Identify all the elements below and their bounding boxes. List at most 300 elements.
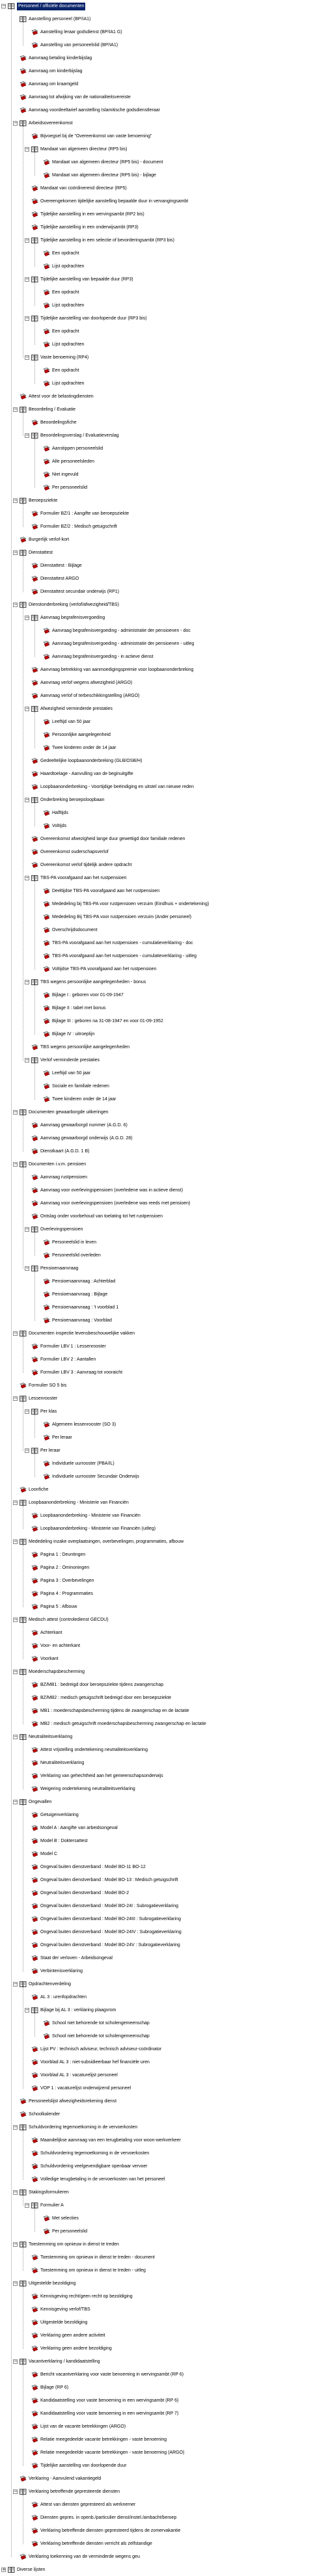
tree-document-item[interactable] bbox=[0, 1304, 324, 1312]
tree-document-item[interactable] bbox=[0, 2410, 324, 2418]
tree-folder-item[interactable] bbox=[0, 614, 324, 622]
tree-document-item[interactable] bbox=[0, 2423, 324, 2431]
tree-item-label: Afwezigheid verminderde prestaties bbox=[40, 707, 113, 711]
collapse-toggle-icon[interactable]: − bbox=[25, 615, 29, 620]
tree-item-label: Overlevingspensioen bbox=[40, 1227, 83, 1232]
tree-folder-item[interactable] bbox=[0, 276, 324, 284]
tree-document-item[interactable] bbox=[0, 992, 324, 999]
book-folder-icon bbox=[20, 16, 27, 22]
tree-folder-item[interactable] bbox=[0, 16, 324, 23]
tree-document-item[interactable] bbox=[0, 953, 324, 960]
document-icon bbox=[43, 459, 50, 465]
tree-item-label: Een opdracht bbox=[52, 290, 79, 295]
document-icon bbox=[43, 927, 50, 933]
tree-document-item[interactable] bbox=[0, 1096, 324, 1104]
tree-folder-item[interactable] bbox=[0, 1161, 324, 1169]
tree-folder-item[interactable] bbox=[0, 1981, 324, 1988]
tree-document-item[interactable] bbox=[0, 1512, 324, 1520]
tree-document-item[interactable] bbox=[0, 2059, 324, 2067]
tree-folder-item[interactable] bbox=[0, 796, 324, 804]
collapse-toggle-icon[interactable]: − bbox=[25, 875, 29, 880]
document-icon bbox=[31, 2528, 38, 2534]
document-icon bbox=[31, 1747, 38, 1753]
tree-document-item[interactable] bbox=[0, 81, 324, 88]
collapse-toggle-icon[interactable]: − bbox=[14, 550, 18, 555]
tree-document-item[interactable] bbox=[0, 1551, 324, 1559]
tree-folder-item[interactable] bbox=[0, 1798, 324, 1806]
tree-document-item[interactable] bbox=[0, 29, 324, 36]
tree-document-item[interactable] bbox=[0, 393, 324, 401]
tree-folder-item[interactable] bbox=[0, 2124, 324, 2132]
tree-folder-item[interactable] bbox=[0, 1408, 324, 1416]
tree-document-item[interactable] bbox=[0, 627, 324, 635]
tree-folder-item[interactable] bbox=[0, 2358, 324, 2366]
document-icon bbox=[31, 211, 38, 217]
collapse-toggle-icon[interactable]: − bbox=[14, 2359, 18, 2364]
tree-document-item[interactable] bbox=[0, 1135, 324, 1143]
tree-document-item[interactable] bbox=[0, 653, 324, 661]
tree-document-item[interactable] bbox=[0, 1759, 324, 1767]
collapse-toggle-icon[interactable]: − bbox=[25, 146, 29, 152]
tree-document-item[interactable] bbox=[0, 2098, 324, 2106]
collapse-toggle-icon[interactable]: − bbox=[25, 979, 29, 984]
collapse-toggle-icon[interactable]: − bbox=[14, 2242, 18, 2247]
document-icon bbox=[31, 836, 38, 842]
tree-document-item[interactable] bbox=[0, 302, 324, 310]
collapse-toggle-icon[interactable]: − bbox=[14, 2489, 18, 2494]
tree-document-item[interactable] bbox=[0, 198, 324, 206]
collapse-toggle-icon[interactable]: − bbox=[25, 1057, 29, 1063]
tree-document-item[interactable] bbox=[0, 510, 324, 518]
tree-item-label: Aanvraag begrafenisvergoeding bbox=[40, 616, 105, 620]
tree-document-item[interactable] bbox=[0, 848, 324, 856]
tree-folder-item[interactable] bbox=[0, 1395, 324, 1403]
tree-document-item[interactable] bbox=[0, 1785, 324, 1793]
collapse-toggle-icon[interactable]: − bbox=[14, 2281, 18, 2286]
tree-folder-item[interactable] bbox=[0, 2566, 324, 2574]
document-icon bbox=[43, 654, 50, 660]
document-icon bbox=[31, 2307, 38, 2312]
tree-document-item[interactable] bbox=[0, 1577, 324, 1585]
tree-folder-item[interactable] bbox=[0, 2488, 324, 2496]
tree-document-item[interactable] bbox=[0, 2020, 324, 2027]
tree-document-item[interactable] bbox=[0, 1851, 324, 1858]
tree-folder-item[interactable] bbox=[0, 1733, 324, 1741]
tree-document-item[interactable] bbox=[0, 1811, 324, 1819]
tree-document-item[interactable] bbox=[0, 2462, 324, 2470]
collapse-toggle-icon[interactable]: − bbox=[25, 316, 29, 321]
document-icon bbox=[31, 198, 38, 204]
document-icon bbox=[43, 823, 50, 829]
tree-folder-item[interactable] bbox=[0, 1109, 324, 1117]
tree-folder-item[interactable] bbox=[0, 1616, 324, 1624]
document-icon bbox=[31, 563, 38, 569]
tree-folder-item[interactable] bbox=[0, 2007, 324, 2014]
tree-document-item[interactable] bbox=[0, 1916, 324, 1923]
tree-document-item[interactable] bbox=[0, 822, 324, 830]
tree-document-item[interactable] bbox=[0, 1486, 324, 1494]
tree-document-item[interactable] bbox=[0, 1252, 324, 1260]
collapse-toggle-icon[interactable]: − bbox=[14, 1331, 18, 1336]
tree-document-item[interactable] bbox=[0, 367, 324, 375]
document-icon bbox=[43, 953, 50, 959]
tree-folder-item[interactable] bbox=[0, 354, 324, 362]
tree-document-item[interactable] bbox=[0, 1239, 324, 1247]
document-icon bbox=[43, 966, 50, 972]
tree-document-item[interactable] bbox=[0, 1720, 324, 1728]
tree-document-item[interactable] bbox=[0, 2436, 324, 2444]
collapse-toggle-icon[interactable]: − bbox=[25, 237, 29, 243]
collapse-toggle-icon[interactable]: − bbox=[25, 1266, 29, 1271]
collapse-toggle-icon[interactable]: − bbox=[14, 1539, 18, 1544]
collapse-toggle-icon[interactable]: − bbox=[25, 1227, 29, 1232]
collapse-toggle-icon[interactable]: − bbox=[25, 1448, 29, 1453]
tree-document-item[interactable] bbox=[0, 458, 324, 466]
collapse-toggle-icon[interactable]: − bbox=[14, 1109, 18, 1115]
tree-folder-item[interactable] bbox=[0, 3, 324, 10]
tree-document-item[interactable] bbox=[0, 1200, 324, 1208]
document-icon bbox=[31, 2255, 38, 2260]
tree-document-item[interactable] bbox=[0, 2553, 324, 2561]
tree-document-item[interactable] bbox=[0, 2384, 324, 2392]
tree-folder-item[interactable] bbox=[0, 1330, 324, 1338]
tree-document-item[interactable] bbox=[0, 1187, 324, 1195]
tree-document-item[interactable] bbox=[0, 2475, 324, 2483]
tree-folder-item[interactable] bbox=[0, 705, 324, 713]
tree-item-label: Per leraar bbox=[40, 1448, 61, 1453]
tree-document-item[interactable] bbox=[0, 328, 324, 336]
tree-folder-item[interactable] bbox=[0, 1668, 324, 1676]
tree-document-item[interactable] bbox=[0, 1564, 324, 1572]
tree-item-label: Mededeling bij TBS-PA voor rustpensioen verzuim (Eindhuis + ondertekening) bbox=[52, 902, 209, 906]
collapse-toggle-icon[interactable]: − bbox=[14, 602, 18, 607]
tree-item-label: Pagina 5 : Afbouw bbox=[40, 1605, 77, 1609]
tree-folder-item[interactable] bbox=[0, 406, 324, 414]
tree-document-item[interactable] bbox=[0, 2540, 324, 2548]
collapse-toggle-icon[interactable]: − bbox=[25, 797, 29, 802]
tree-item-label: Personeelslijst afwezigheidsrekening dienst bbox=[29, 2099, 117, 2104]
book-folder-icon bbox=[20, 1981, 27, 1987]
tree-document-item[interactable] bbox=[0, 2254, 324, 2262]
tree-document-item[interactable] bbox=[0, 484, 324, 492]
tree-document-item[interactable] bbox=[0, 2033, 324, 2040]
tree-document-item[interactable] bbox=[0, 1122, 324, 1130]
tree-document-item[interactable] bbox=[0, 1837, 324, 1845]
tree-document-item[interactable] bbox=[0, 770, 324, 778]
tree-document-item[interactable] bbox=[0, 341, 324, 349]
book-folder-icon bbox=[20, 1161, 27, 1167]
tree-document-item[interactable] bbox=[0, 2501, 324, 2509]
tree-folder-item[interactable] bbox=[0, 1226, 324, 1234]
document-icon bbox=[31, 1357, 38, 1363]
tree-document-item[interactable] bbox=[0, 901, 324, 908]
tree-folder-item[interactable] bbox=[0, 1447, 324, 1455]
document-icon bbox=[31, 2424, 38, 2430]
tree-item-label: Kandidaatstelling voor vaste benoeming in een wervingsambt (RP 7) bbox=[40, 2411, 179, 2416]
tree-document-item[interactable] bbox=[0, 2046, 324, 2054]
tree-item-label: Pagina 1 : Deuntingen bbox=[40, 1552, 86, 1557]
tree-document-item[interactable] bbox=[0, 2150, 324, 2158]
expand-toggle-icon[interactable]: + bbox=[2, 2567, 6, 2572]
tree-folder-item[interactable] bbox=[0, 979, 324, 986]
tree-document-item[interactable] bbox=[0, 185, 324, 193]
tree-document-item[interactable] bbox=[0, 1031, 324, 1038]
tree-document-item[interactable] bbox=[0, 107, 324, 115]
tree-document-item[interactable] bbox=[0, 1421, 324, 1429]
tree-document-item[interactable] bbox=[0, 263, 324, 271]
tree-document-item[interactable] bbox=[0, 2228, 324, 2236]
tree-document-item[interactable] bbox=[0, 419, 324, 427]
collapse-toggle-icon[interactable]: − bbox=[25, 355, 29, 360]
book-folder-icon bbox=[31, 146, 38, 152]
tree-document-item[interactable] bbox=[0, 718, 324, 726]
tree-document-item[interactable] bbox=[0, 2215, 324, 2223]
collapse-toggle-icon[interactable]: − bbox=[14, 1669, 18, 1674]
tree-document-item[interactable] bbox=[0, 42, 324, 49]
tree-item-label: Alle personeelsleden bbox=[52, 459, 94, 464]
tree-document-item[interactable] bbox=[0, 692, 324, 700]
tree-document-item[interactable] bbox=[0, 380, 324, 388]
tree-document-item[interactable] bbox=[0, 250, 324, 258]
collapse-toggle-icon[interactable]: − bbox=[25, 2203, 29, 2208]
tree-folder-item[interactable] bbox=[0, 237, 324, 245]
tree-document-item[interactable] bbox=[0, 536, 324, 544]
tree-document-item[interactable] bbox=[0, 1044, 324, 1051]
collapse-toggle-icon[interactable]: − bbox=[25, 1409, 29, 1414]
tree-item-label: Mededeling Bij TBS-PA voor rustpensioen verzuim (Ander personeel) bbox=[52, 915, 192, 919]
tree-document-item[interactable] bbox=[0, 1369, 324, 1377]
tree-document-item[interactable] bbox=[0, 640, 324, 648]
tree-item-label: Bijlage I : geboren voor 01-09-1947 bbox=[52, 993, 124, 997]
tree-document-item[interactable] bbox=[0, 731, 324, 739]
collapse-toggle-icon[interactable]: − bbox=[14, 1617, 18, 1622]
tree-item-label: BZ/MB1 : bedreigd door beroepsziekte tijdens zwangerschap bbox=[40, 1683, 164, 1687]
tree-document-item[interactable] bbox=[0, 1356, 324, 1364]
tree-item-label: Aanstelling van personeelslid (BP/IA1) bbox=[40, 43, 118, 47]
tree-document-item[interactable] bbox=[0, 2111, 324, 2119]
tree-document-item[interactable] bbox=[0, 68, 324, 75]
tree-document-item[interactable] bbox=[0, 861, 324, 869]
tree-folder-item[interactable] bbox=[0, 432, 324, 440]
tree-document-item[interactable] bbox=[0, 211, 324, 219]
tree-document-item[interactable] bbox=[0, 1083, 324, 1091]
tree-document-item[interactable] bbox=[0, 1070, 324, 1078]
tree-document-item[interactable] bbox=[0, 679, 324, 687]
tree-document-item[interactable] bbox=[0, 783, 324, 791]
tree-document-item[interactable] bbox=[0, 55, 324, 62]
tree-folder-item[interactable] bbox=[0, 2189, 324, 2197]
document-icon bbox=[43, 1318, 50, 1323]
collapse-toggle-icon[interactable]: − bbox=[14, 1161, 18, 1167]
tree-folder-item[interactable] bbox=[0, 1538, 324, 1546]
tree-folder-item[interactable] bbox=[0, 874, 324, 882]
document-icon bbox=[31, 2385, 38, 2391]
collapse-toggle-icon[interactable]: − bbox=[14, 120, 18, 126]
collapse-toggle-icon[interactable]: − bbox=[14, 1799, 18, 1804]
tree-document-item[interactable] bbox=[0, 289, 324, 297]
document-icon bbox=[31, 1929, 38, 1935]
collapse-toggle-icon[interactable]: − bbox=[14, 2124, 18, 2130]
tree-document-item[interactable] bbox=[0, 2397, 324, 2405]
tree-document-item[interactable] bbox=[0, 1707, 324, 1715]
tree-document-item[interactable] bbox=[0, 2514, 324, 2522]
tree-folder-item[interactable] bbox=[0, 2241, 324, 2249]
tree-folder-item[interactable] bbox=[0, 601, 324, 609]
tree-item-label: Verklaring betreffende gepresteerde diensten bbox=[29, 2489, 120, 2494]
tree-document-item[interactable] bbox=[0, 1655, 324, 1663]
tree-document-item[interactable] bbox=[0, 523, 324, 531]
tree-document-item[interactable] bbox=[0, 2345, 324, 2353]
tree-document-item[interactable] bbox=[0, 2319, 324, 2327]
tree-document-item[interactable] bbox=[0, 159, 324, 167]
tree-document-item[interactable] bbox=[0, 1772, 324, 1780]
tree-document-item[interactable] bbox=[0, 1994, 324, 2001]
collapse-toggle-icon[interactable]: − bbox=[25, 2007, 29, 2013]
tree-folder-item[interactable] bbox=[0, 146, 324, 154]
tree-document-item[interactable] bbox=[0, 1460, 324, 1468]
tree-item-label: Aanstippen personeelslid bbox=[52, 446, 103, 451]
tree-document-item[interactable] bbox=[0, 835, 324, 843]
tree-item-label: Toestemming om opnieuw in dienst te treden - document bbox=[40, 2255, 155, 2260]
tree-document-item[interactable] bbox=[0, 1005, 324, 1012]
tree-document-item[interactable] bbox=[0, 2163, 324, 2171]
tree-document-item[interactable] bbox=[0, 1590, 324, 1598]
tree-document-item[interactable] bbox=[0, 588, 324, 596]
tree-item-label: Aanvraag gewaarborgd nummer (A.G.D. 6) bbox=[40, 1123, 128, 1128]
tree-document-item[interactable] bbox=[0, 2072, 324, 2080]
document-icon bbox=[31, 1370, 38, 1376]
tree-document-item[interactable] bbox=[0, 2371, 324, 2379]
tree-item-label: Aanvraag gewaarborgd onderwijs (A.G.D. 28) bbox=[40, 1136, 133, 1141]
tree-document-item[interactable] bbox=[0, 2332, 324, 2340]
collapse-toggle-icon[interactable]: − bbox=[25, 277, 29, 282]
tree-document-item[interactable] bbox=[0, 1864, 324, 1871]
tree-folder-item[interactable] bbox=[0, 2202, 324, 2210]
tree-document-item[interactable] bbox=[0, 1473, 324, 1481]
tree-item-label: Sociale en familiale redenen bbox=[52, 1084, 109, 1089]
tree-folder-item[interactable] bbox=[0, 497, 324, 505]
tree-document-item[interactable] bbox=[0, 1525, 324, 1533]
tree-document-item[interactable] bbox=[0, 1694, 324, 1702]
tree-document-item[interactable] bbox=[0, 1148, 324, 1156]
tree-folder-item[interactable] bbox=[0, 549, 324, 557]
tree-document-item[interactable] bbox=[0, 1890, 324, 1897]
tree-document-item[interactable] bbox=[0, 1929, 324, 1936]
tree-document-item[interactable] bbox=[0, 2449, 324, 2457]
tree-guide-line bbox=[34, 621, 35, 657]
tree-document-item[interactable] bbox=[0, 1213, 324, 1221]
tree-document-item[interactable] bbox=[0, 1942, 324, 1949]
tree-document-item[interactable] bbox=[0, 2293, 324, 2301]
tree-folder-item[interactable] bbox=[0, 1499, 324, 1507]
tree-document-item[interactable] bbox=[0, 1018, 324, 1025]
tree-document-item[interactable] bbox=[0, 2267, 324, 2275]
document-icon bbox=[31, 589, 38, 595]
tree-document-item[interactable] bbox=[0, 1968, 324, 1975]
tree-document-item[interactable] bbox=[0, 1343, 324, 1351]
tree-item-label: Bijlage IV : uitroeplijn bbox=[52, 1032, 95, 1037]
tree-document-item[interactable] bbox=[0, 1681, 324, 1689]
tree-folder-item[interactable] bbox=[0, 315, 324, 323]
collapse-toggle-icon[interactable]: − bbox=[14, 1500, 18, 1505]
tree-document-item[interactable] bbox=[0, 1955, 324, 1962]
collapse-toggle-icon[interactable]: − bbox=[14, 1396, 18, 1401]
tree-document-item[interactable] bbox=[0, 744, 324, 752]
tree-item-label: Bijlage (RP 6) bbox=[40, 2385, 69, 2390]
tree-document-item[interactable] bbox=[0, 888, 324, 895]
tree-document-item[interactable] bbox=[0, 809, 324, 817]
tree-document-item[interactable] bbox=[0, 575, 324, 583]
tree-document-item[interactable] bbox=[0, 666, 324, 674]
tree-document-item[interactable] bbox=[0, 1877, 324, 1884]
collapse-toggle-icon[interactable]: − bbox=[14, 1981, 18, 1986]
tree-document-item[interactable] bbox=[0, 757, 324, 765]
tree-document-item[interactable] bbox=[0, 94, 324, 102]
tree-document-item[interactable] bbox=[0, 1642, 324, 1650]
tree-folder-item[interactable] bbox=[0, 120, 324, 128]
tree-document-item[interactable] bbox=[0, 172, 324, 180]
tree-item-label: Verklaring betreffende diensten gepresteerd tijdens de zomervakantie bbox=[40, 2529, 181, 2533]
tree-document-item[interactable] bbox=[0, 2527, 324, 2535]
tree-document-item[interactable] bbox=[0, 1278, 324, 1286]
collapse-toggle-icon[interactable]: − bbox=[14, 1734, 18, 1739]
tree-folder-item[interactable] bbox=[0, 2280, 324, 2288]
tree-item-label: Verlof verminderde prestaties bbox=[40, 1058, 100, 1063]
tree-folder-item[interactable] bbox=[0, 1265, 324, 1273]
tree-document-item[interactable] bbox=[0, 562, 324, 570]
tree-item-label: Aanvraag tot afwijking van de nationaliteitsvereiste bbox=[29, 95, 131, 100]
tree-document-item[interactable] bbox=[0, 1317, 324, 1325]
tree-document-item[interactable] bbox=[0, 1629, 324, 1637]
tree-item-label: Loopbaanonderbreking - Ministerie van Financiën bbox=[29, 1500, 129, 1505]
book-folder-icon bbox=[8, 3, 15, 9]
tree-document-item[interactable] bbox=[0, 966, 324, 973]
tree-item-label: TBS-PA voorafgaand aan het rustpensioen - cumulatieverklaring - doc bbox=[52, 941, 193, 945]
tree-document-item[interactable] bbox=[0, 914, 324, 921]
collapse-toggle-icon[interactable]: − bbox=[14, 407, 18, 412]
document-icon bbox=[31, 1903, 38, 1909]
tree-folder-item[interactable] bbox=[0, 1057, 324, 1064]
tree-document-item[interactable] bbox=[0, 471, 324, 479]
document-icon bbox=[43, 2216, 50, 2221]
tree-item-label: Bijlage III : geboren na 31-08-1947 en voor 01-09-1952 bbox=[52, 1019, 163, 1024]
tree-document-item[interactable] bbox=[0, 133, 324, 141]
book-folder-icon bbox=[20, 1331, 27, 1336]
tree-document-item[interactable] bbox=[0, 927, 324, 934]
tree-document-item[interactable] bbox=[0, 2137, 324, 2145]
tree-document-item[interactable] bbox=[0, 2306, 324, 2314]
collapse-toggle-icon[interactable]: − bbox=[14, 498, 18, 503]
collapse-toggle-icon[interactable]: − bbox=[25, 706, 29, 711]
tree-document-item[interactable] bbox=[0, 1434, 324, 1442]
tree-document-item[interactable] bbox=[0, 1746, 324, 1754]
tree-document-item[interactable] bbox=[0, 224, 324, 232]
tree-document-item[interactable] bbox=[0, 2176, 324, 2184]
tree-document-item[interactable] bbox=[0, 1903, 324, 1910]
tree-document-item[interactable] bbox=[0, 1174, 324, 1182]
tree-document-item[interactable] bbox=[0, 445, 324, 453]
collapse-toggle-icon[interactable]: − bbox=[2, 3, 6, 8]
collapse-toggle-icon[interactable]: − bbox=[25, 433, 29, 438]
tree-document-item[interactable] bbox=[0, 1824, 324, 1832]
tree-document-item[interactable] bbox=[0, 940, 324, 947]
collapse-toggle-icon[interactable]: − bbox=[14, 2190, 18, 2195]
document-icon bbox=[31, 2437, 38, 2443]
tree-document-item[interactable] bbox=[0, 1603, 324, 1611]
tree-document-item[interactable] bbox=[0, 2085, 324, 2093]
tree-document-item[interactable] bbox=[0, 1382, 324, 1390]
tree-document-item[interactable] bbox=[0, 1291, 324, 1299]
